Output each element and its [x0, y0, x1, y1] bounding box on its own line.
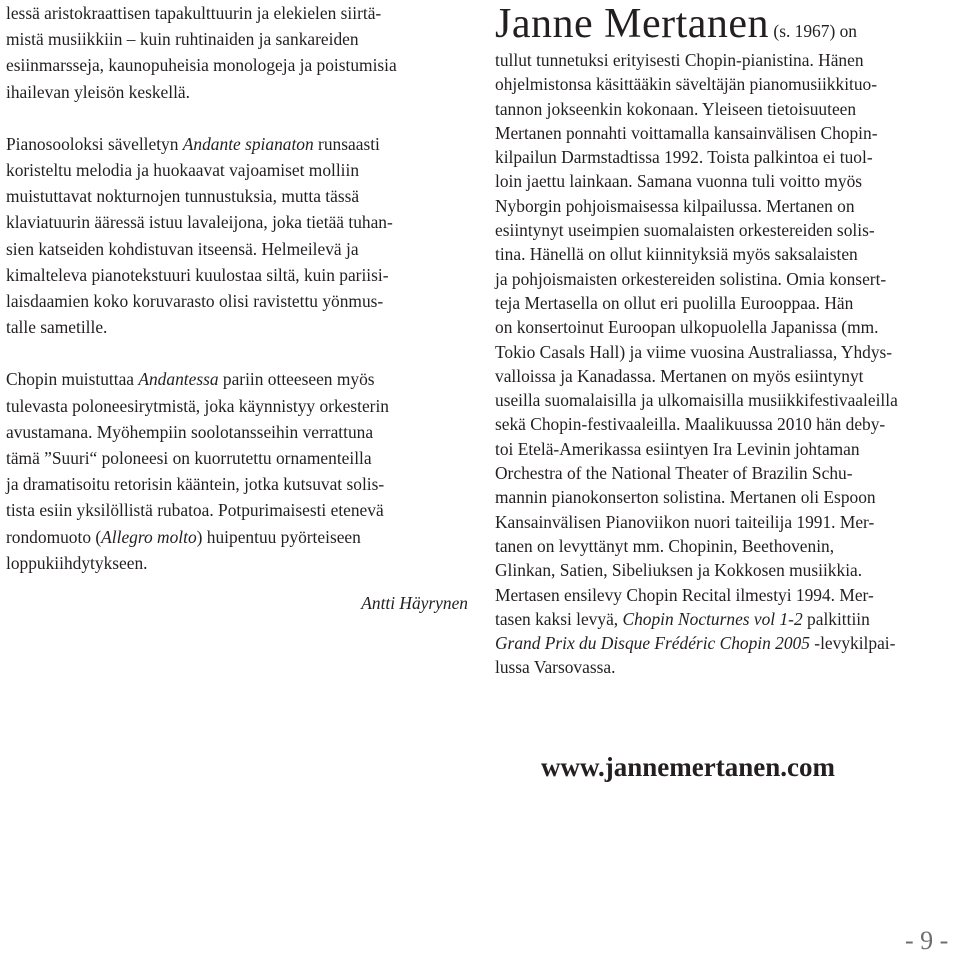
text-line: tämä ”Suuri“ poloneesi on kuorrutettu ornamenteilla	[6, 448, 372, 469]
text-line	[495, 631, 957, 655]
text-line: useilla suomalaisilla ja ulkomaisilla musiikkifestivaaleilla	[495, 390, 898, 411]
text-line: kimalteleva pianotekstuuri kuulostaa siltä, kuin pariisi-	[6, 264, 389, 285]
text-line: muistuttavat nokturnojen tunnustuksia, mutta tässä	[6, 186, 360, 207]
text-run: Chopin muistuttaa	[6, 369, 139, 390]
text-line: ihailevan yleisön keskellä.	[6, 81, 190, 102]
text-line: ja dramatisoitu retorisin kääntein, jotka kutsuvat solis-	[6, 474, 385, 495]
text-line: Orchestra of the National Theater of Brazilin Schu-	[495, 463, 853, 484]
text-line: Kansainvälisen Pianoviikon nuori taiteilija 1991. Mer-	[495, 511, 875, 532]
text-line: tulevasta poloneesirytmistä, joka käynnistyy orkesterin	[6, 395, 389, 416]
paragraph-aristocratic-gestures	[6, 0, 474, 105]
text-line: Tokio Casals Hall) ja viime vuosina Australiassa, Yhdys-	[495, 341, 893, 362]
text-line: on konsertoinut Euroopan ulkopuolella Japanissa (mm.	[495, 317, 879, 338]
text-line	[495, 607, 957, 631]
text-line: lussa Varsovassa.	[495, 657, 616, 678]
text-run: Pianosooloksi sävelletyn	[6, 133, 183, 154]
text-line: laisdaamien koko koruvarasto olisi ravistettu yönmus-	[6, 291, 384, 312]
author-signature: Antti Häyrynen	[361, 593, 468, 613]
text-line: loin jaettu lainkaan. Samana vuonna tuli voitto myös	[495, 171, 863, 192]
left-column	[6, 0, 474, 613]
text-line: tina. Hänellä on ollut kiinnityksiä myös saksalaisten	[495, 244, 858, 265]
text-line: Mertanen ponnahti voittamalla kansainvälisen Chopin-	[495, 122, 878, 143]
website-url: www.jannemertanen.com	[541, 752, 835, 782]
text-line: Mertasen ensilevy Chopin Recital ilmestyi 1994. Mer-	[495, 584, 874, 605]
italic-title: Andante spianaton	[182, 133, 314, 154]
text-line: mistä musiikkiin – kuin ruhtinaiden ja sankareiden	[6, 29, 359, 50]
italic-award-title: Grand Prix du Disque Frédéric Chopin 2005	[495, 633, 810, 654]
text-line: tanen on levyttänyt mm. Chopinin, Beethovenin,	[495, 535, 835, 556]
text-run: palkittiin	[802, 608, 870, 629]
biography-paragraph	[495, 48, 957, 680]
text-line: teja Mertasella on ollut eri puolilla Eurooppaa. Hän	[495, 292, 854, 313]
text-line: kilpailun Darmstadtissa 1992. Toista palkintoa ei tuol-	[495, 147, 873, 168]
text-line: valloissa ja Kanadassa. Mertanen on myös esiintynyt	[495, 365, 864, 386]
italic-title: Andantessa	[138, 369, 219, 390]
text-line: klaviatuurin ääressä istuu lavaleijona, joka tietää tuhan-	[6, 212, 393, 233]
text-run: tasen kaksi levyä,	[495, 608, 623, 629]
text-line: ja pohjoismaisten orkestereiden solistina. Omia konsert-	[495, 268, 887, 289]
text-line: sekä Chopin-festivaaleilla. Maalikuussa 2010 hän deby-	[495, 414, 886, 435]
text-line: tista esiin yksilöllistä rubatoa. Potpurimaisesti etenevä	[6, 500, 384, 521]
text-line: avustamana. Myöhempiin soolotansseihin verrattuna	[6, 421, 374, 442]
italic-tempo: Allegro molto	[101, 526, 197, 547]
text-line: talle sametille.	[6, 317, 108, 338]
text-line: sien katseiden kohdistuvan itseensä. Helmeilevä ja	[6, 238, 359, 259]
text-line	[6, 524, 474, 550]
text-run: (s. 1967) on	[769, 21, 857, 41]
text-line: ohjelmistonsa käsittääkin säveltäjän pianomusiikkituo-	[495, 74, 878, 95]
page-number: - 9 -	[905, 926, 949, 955]
text-line: esiintynyt useimpien suomalaisten orkestereiden solis-	[495, 220, 875, 241]
text-line: koristeltu melodia ja huokaavat vajoamiset molliin	[6, 160, 360, 181]
text-line	[6, 131, 474, 157]
text-run: rondomuoto (	[6, 526, 102, 547]
text-line	[6, 366, 474, 392]
italic-album-title: Chopin Nocturnes vol 1-2	[622, 608, 803, 629]
text-run: runsaasti	[313, 133, 380, 154]
text-line: tannon jokseenkin kokonaan. Yleiseen tietoisuuteen	[495, 98, 857, 119]
text-line: loppukiihdytykseen.	[6, 552, 148, 573]
text-line: Nyborgin pohjoismaisessa kilpailussa. Mertanen on	[495, 195, 855, 216]
text-line: lessä aristokraattisen tapakulttuurin ja elekielen siirtä-	[6, 3, 382, 23]
right-column	[495, 0, 957, 680]
text-line: tullut tunnetuksi erityisesti Chopin-pianistina. Hänen	[495, 50, 864, 70]
text-line: Glinkan, Satien, Sibeliuksen ja Kokkosen musiikkia.	[495, 560, 863, 581]
text-run: -levykilpai-	[809, 633, 896, 654]
biography-heading-line	[495, 0, 957, 48]
text-line: esiinmarsseja, kaunopuheisia monologeja ja poistumisia	[6, 55, 397, 76]
text-run: pariin otteeseen myös	[218, 369, 375, 390]
artist-name-heading: Janne Mertanen	[495, 1, 770, 47]
text-line: toi Etelä-Amerikassa esiintyen Ira Levinin johtaman	[495, 438, 860, 459]
text-line: mannin pianokonserton solistina. Mertanen oli Espoon	[495, 487, 876, 508]
paragraph-andante-spianato	[6, 131, 474, 341]
paragraph-polonaise	[6, 366, 474, 576]
text-run: ) huipentuu pyörteiseen	[196, 526, 361, 547]
